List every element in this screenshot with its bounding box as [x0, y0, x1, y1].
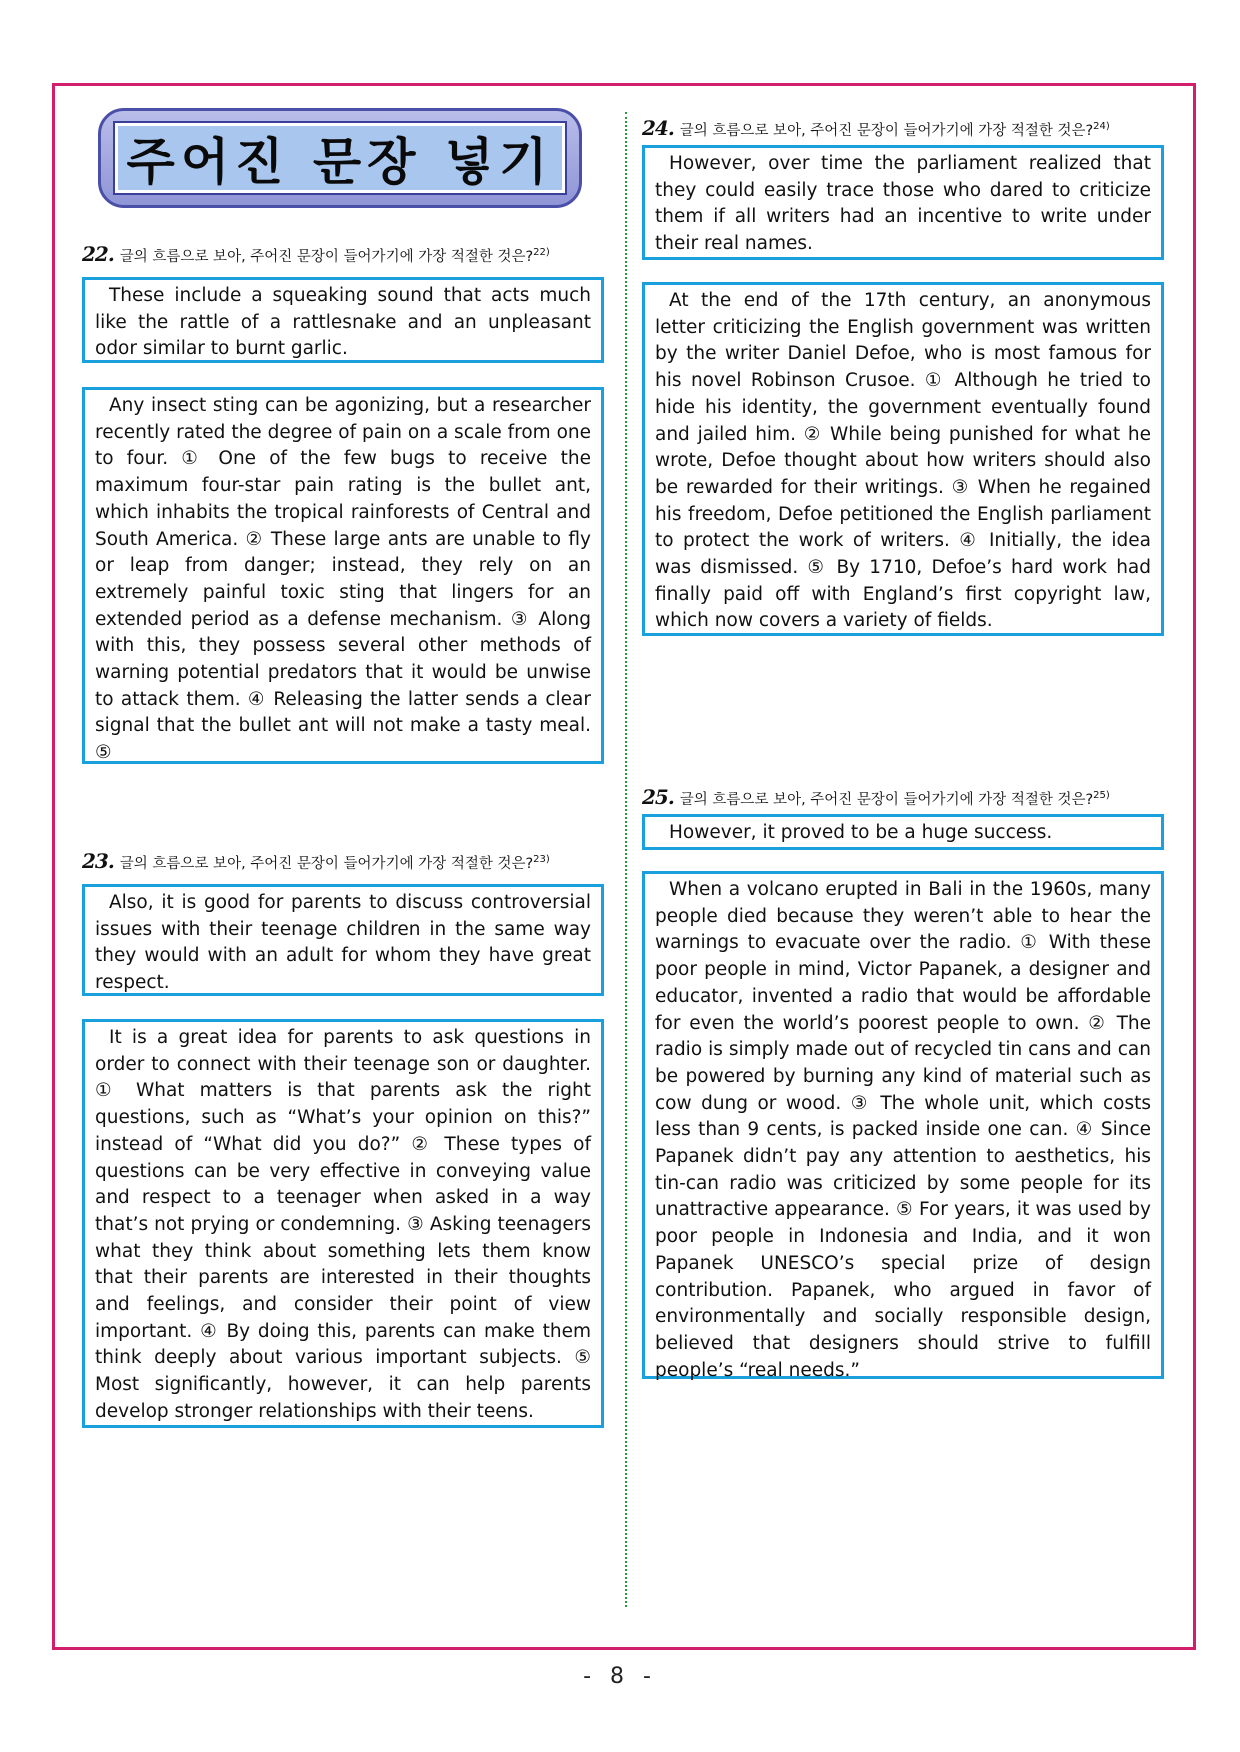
section-title-banner [98, 108, 582, 208]
question-23-ref: 23) [533, 854, 550, 865]
page-number: - 8 - [583, 1664, 657, 1689]
question-23-number: 23. [82, 849, 114, 873]
question-25-prompt: 글의 흐름으로 보아, 주어진 문장이 들어가기에 가장 적절한 것은? [679, 792, 1094, 808]
question-23-given-sentence: Also, it is good for parents to discuss controversial issues with their teenage children in the same way they would with an adult for whom they have great respect. [82, 884, 604, 996]
question-23-header [82, 850, 550, 874]
question-22-passage: Any insect sting can be agonizing, but a researcher recently rated the degree of pain on a scale from one to four. ① One of the few bugs to receive the maximum four-star pain rating is the bullet ant, which inhabits the tropical rainforests of Central and South America. ② These large ants are unable to fly or leap from danger; instead, they rely on an extremely painful toxic sting that lingers for an extended period as a defense mechanism. ③ Along with this, they possess several other methods of warning potential predators that it would be unwise to attack them. ④ Releasing the latter sends a clear signal that the bullet ant will not make a tasty meal. ⑤ [82, 387, 604, 764]
question-22-header [82, 243, 550, 267]
question-24-given-sentence: However, over time the parliament realized that they could easily trace those who dared to criticize them if all writers had an incentive to write under their real names. [642, 145, 1164, 260]
question-25-header [642, 786, 1110, 810]
question-22-given-sentence: These include a squeaking sound that acts much like the rattle of a rattlesnake and an unpleasant odor similar to burnt garlic. [82, 277, 604, 363]
section-title-inner [115, 123, 565, 193]
column-divider [625, 112, 627, 1607]
question-25-given-sentence: However, it proved to be a huge success. [642, 814, 1164, 850]
question-24-number: 24. [642, 116, 674, 140]
question-22-prompt: 글의 흐름으로 보아, 주어진 문장이 들어가기에 가장 적절한 것은? [119, 249, 534, 265]
question-25-passage: When a volcano erupted in Bali in the 1960s, many people died because they weren’t able to hear the warnings to evacuate over the radio. ① With these poor people in mind, Victor Papanek, a designer and educator, invented a radio that would be affordable for even the world’s poorest people to own. ② The radio is simply made out of recycled tin cans and can be powered by burning any kind of material such as cow dung or wood. ③ The whole unit, which costs less than 9 cents, is packed inside one can. ④ Since Papanek didn’t pay any attention to aesthetics, his tin-can radio was criticized by some people for its unattractive appearance. ⑤ For years, it was used by poor people in Indonesia and India, and it won Papanek UNESCO’s special prize of design contribution. Papanek, who argued in favor of environmentally and socially responsible design, believed that designers should strive to fulfill people’s “real needs.” [642, 871, 1164, 1379]
question-24-header [642, 117, 1110, 141]
question-25-ref: 25) [1093, 790, 1110, 801]
question-23-passage: It is a great idea for parents to ask questions in order to connect with their teenage son or daughter. ① What matters is that parents ask the right questions, such as “What’s your opinion on this?” instead of “What did you do?” ② These types of questions can be very effective in conveying value and respect to a teenager when asked in a way that’s not prying or condemning. ③ Asking teenagers what they think about something lets them know that their parents are interested in their thoughts and feelings, and consider their point of view important. ④ By doing this, parents can make them think deeply about various important subjects. ⑤ Most significantly, however, it can help parents develop stronger relationships with their teens. [82, 1019, 604, 1428]
section-title: 주어진 문장 넣기 [126, 133, 554, 191]
question-22-ref: 22) [533, 247, 550, 258]
question-22-number: 22. [82, 242, 114, 266]
question-24-passage: At the end of the 17th century, an anonymous letter criticizing the English government was written by the writer Daniel Defoe, who is most famous for his novel Robinson Crusoe. ① Although he tried to hide his identity, the government eventually found and jailed him. ② While being punished for what he wrote, Defoe thought about how writers should also be rewarded for their writings. ③ When he regained his freedom, Defoe petitioned the English parliament to protect the work of writers. ④ Initially, the idea was dismissed. ⑤ By 1710, Defoe’s hard work had finally paid off with England’s first copyright law, which now covers a variety of fields. [642, 282, 1164, 636]
question-24-prompt: 글의 흐름으로 보아, 주어진 문장이 들어가기에 가장 적절한 것은? [679, 123, 1094, 139]
question-24-ref: 24) [1093, 121, 1110, 132]
question-25-number: 25. [642, 785, 674, 809]
question-23-prompt: 글의 흐름으로 보아, 주어진 문장이 들어가기에 가장 적절한 것은? [119, 856, 534, 872]
